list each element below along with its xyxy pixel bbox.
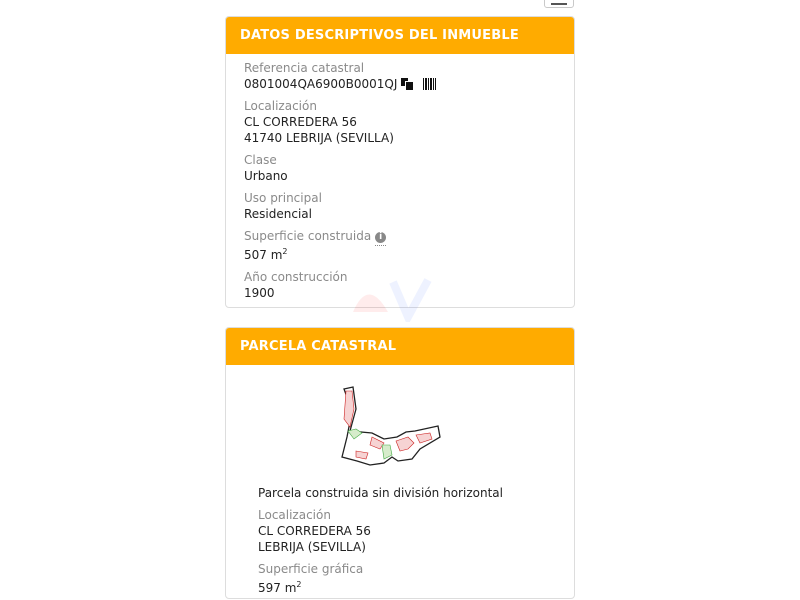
superficie-unit-exp: 2 — [282, 247, 288, 256]
clase-label: Clase — [244, 153, 277, 167]
parcela-body — [226, 365, 574, 596]
superficie-value: 507 m — [244, 248, 283, 262]
uso-label: Uso principal — [244, 191, 322, 205]
hamburger-icon — [551, 3, 567, 5]
descriptive-data-heading: DATOS DESCRIPTIVOS DEL INMUEBLE — [226, 17, 574, 54]
parcela-loc-line2: LEBRIJA (SEVILLA) — [258, 540, 366, 554]
anio-label: Año construcción — [244, 270, 348, 284]
localizacion-line1: CL CORREDERA 56 — [244, 115, 357, 129]
watermark-logo — [348, 272, 438, 326]
ref-row — [244, 76, 574, 92]
parcela-loc-label: Localización — [258, 508, 331, 522]
parcela-sup-unit-exp: 2 — [296, 580, 302, 589]
descriptive-data-body — [226, 54, 574, 301]
clase-value: Urbano — [244, 169, 288, 183]
descriptive-data-panel — [225, 16, 575, 308]
parcela-sup-label: Superficie gráfica — [258, 562, 364, 576]
menu-button[interactable] — [544, 0, 574, 8]
localizacion-label: Localización — [244, 99, 317, 113]
ref-label: Referencia catastral — [244, 61, 365, 75]
copy-icon[interactable] — [401, 78, 413, 90]
parcela-desc: Parcela construida sin división horizontal — [258, 486, 503, 500]
localizacion-line2: 41740 LEBRIJA (SEVILLA) — [244, 131, 394, 145]
parcela-sup-row — [258, 577, 574, 596]
superficie-value-row — [244, 244, 574, 263]
superficie-label: Superficie construida — [244, 229, 372, 243]
info-icon[interactable]: i — [375, 232, 386, 243]
parcela-heading: PARCELA CATASTRAL — [226, 328, 574, 365]
parcela-sup-value: 597 m — [258, 581, 297, 595]
uso-value: Residencial — [244, 207, 312, 221]
anio-value: 1900 — [244, 286, 275, 300]
parcela-loc-line1: CL CORREDERA 56 — [258, 524, 371, 538]
barcode-icon[interactable] — [423, 78, 436, 90]
ref-value: 0801004QA6900B0001QJ — [244, 77, 398, 91]
parcela-panel — [225, 327, 575, 599]
parcel-map[interactable] — [312, 379, 442, 479]
superficie-label-row — [244, 228, 574, 244]
